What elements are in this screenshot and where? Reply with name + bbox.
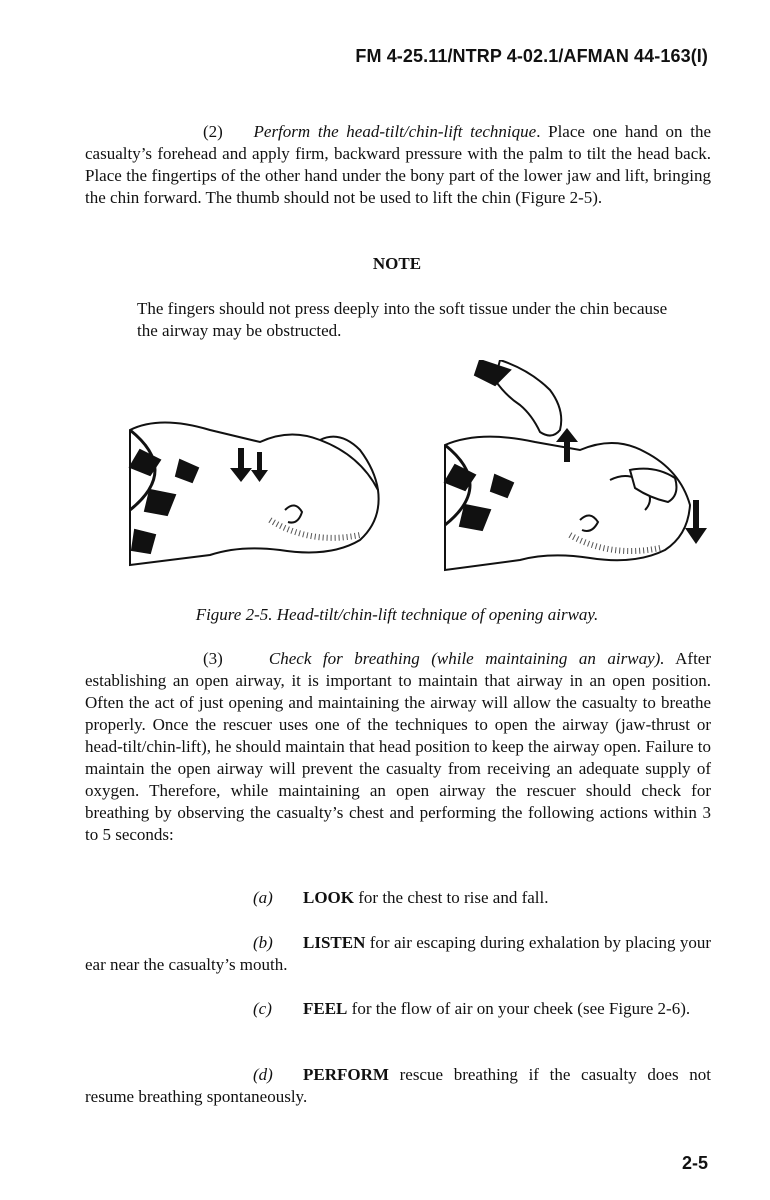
paragraph-number: (2) bbox=[203, 122, 223, 141]
list-item-feel bbox=[85, 998, 711, 1020]
paragraph-number: (3) bbox=[203, 649, 223, 668]
item-text: rescue breathing if the casualty does not resume breathing spontaneously. bbox=[85, 1065, 711, 1106]
item-keyword: LOOK bbox=[303, 888, 355, 907]
item-keyword: LISTEN bbox=[303, 933, 366, 952]
figure-2-5 bbox=[120, 360, 710, 580]
list-item-look bbox=[85, 887, 711, 909]
list-item-perform bbox=[85, 1064, 711, 1108]
item-text: for air escaping during exhalation by placing your ear near the casualty’s mouth. bbox=[85, 933, 711, 974]
paragraph-heading: Check for breathing (while maintaining an airway). bbox=[268, 649, 665, 668]
item-text: for the flow of air on your cheek (see Figure 2-6). bbox=[347, 999, 691, 1018]
note-title: NOTE bbox=[372, 254, 422, 273]
right-casualty-drawing bbox=[445, 360, 690, 570]
paragraph-text: . Place one hand on the casualty’s forehead and apply firm, backward pressure with the palm to tilt the head back. Place the fingertips of the other hand under the bony part of the lower jaw and lift, bringing the chin forward. The thumb should not be used to lift the chin (Figure 2-5). bbox=[85, 122, 711, 207]
paragraph-heading: Perform the head-tilt/chin-lift technique bbox=[253, 122, 537, 141]
left-casualty-drawing bbox=[130, 423, 379, 566]
list-item-listen bbox=[85, 932, 711, 976]
item-label: (c) bbox=[253, 999, 272, 1018]
figure-caption: Figure 2-5. Head-tilt/chin-lift technique of opening airway. bbox=[195, 605, 599, 624]
head-tilt-illustration bbox=[120, 360, 710, 580]
paragraph-2 bbox=[85, 121, 711, 209]
item-label: (a) bbox=[253, 888, 273, 907]
item-label: (d) bbox=[253, 1065, 273, 1084]
paragraph-text: After establishing an open airway, it is important to maintain that airway in an open position. Often the act of just opening and maintaining the airway will allow the casualty to breathe properly. Once the rescuer uses one of the techniques to open the airway (jaw-thrust or head-tilt/chin-lift), he should maintain that head position to keep the airway open. Failure to maintain the open airway will prevent the casualty from receiving an adequate supply of oxygen. Therefore, while maintaining an open airway the rescuer should check for breathing by observing the casualty’s chest and performing the following actions within 3 to 5 seconds: bbox=[85, 649, 712, 844]
item-keyword: PERFORM bbox=[303, 1065, 389, 1084]
item-keyword: FEEL bbox=[303, 999, 348, 1018]
paragraph-3 bbox=[85, 648, 711, 846]
document-header: FM 4-25.11/NTRP 4-02.1/AFMAN 44-163(I) bbox=[355, 46, 708, 66]
page-number: 2-5 bbox=[681, 1153, 708, 1173]
item-label: (b) bbox=[253, 933, 273, 952]
note-body: The fingers should not press deeply into the soft tissue under the chin because the airway may be obstructed. bbox=[137, 299, 668, 340]
item-text: for the chest to rise and fall. bbox=[354, 888, 549, 907]
